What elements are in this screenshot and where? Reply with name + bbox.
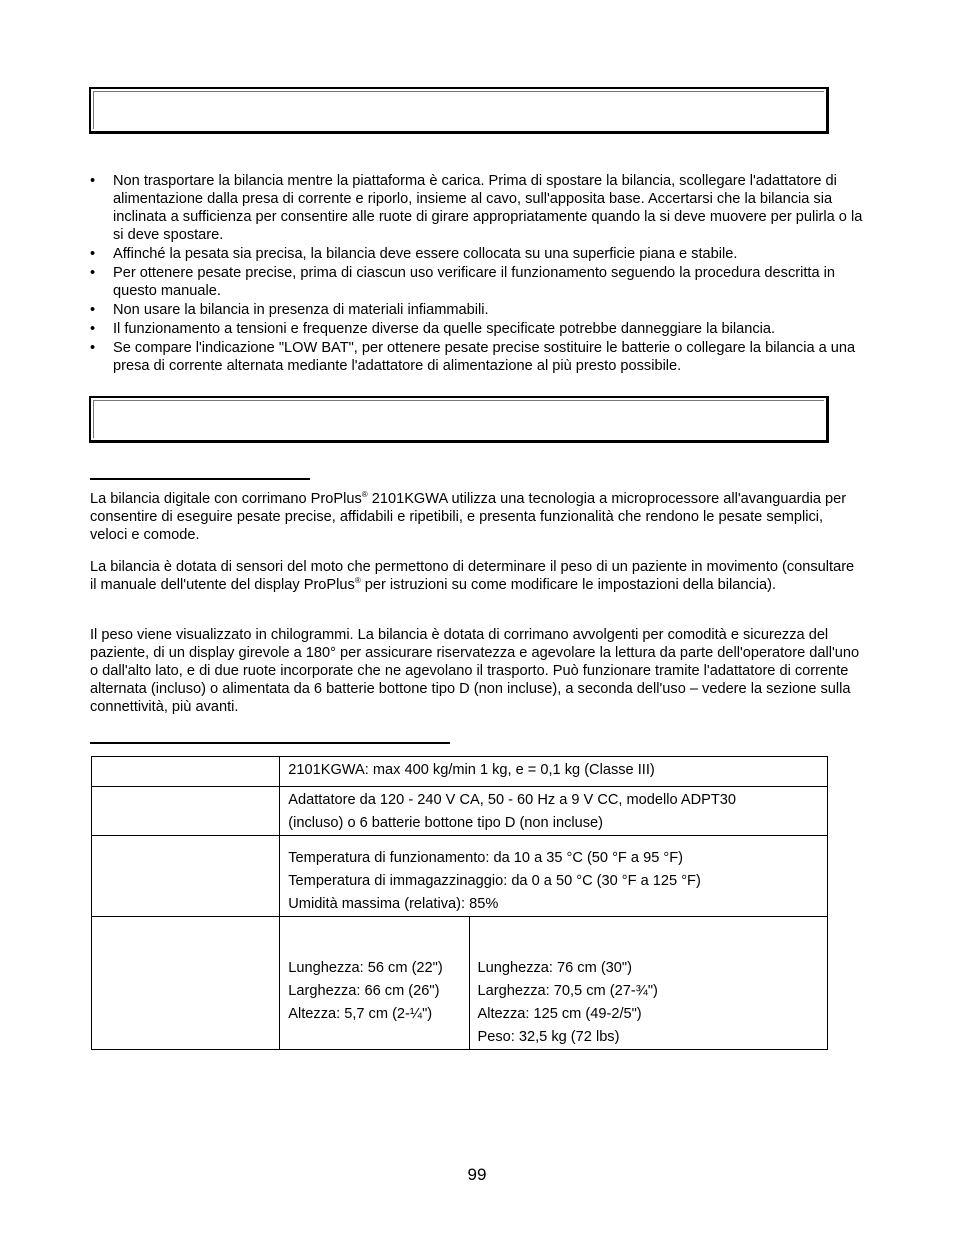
registered-mark: ®: [354, 576, 361, 586]
safety-bullet-list: [90, 172, 865, 376]
spec-line: Temperatura di funzionamento: da 10 a 35 °C (50 °F a 95 °F): [288, 850, 683, 866]
spec-line: Temperatura di immagazzinaggio: da 0 a 50 °C (30 °F a 125 °F): [288, 873, 701, 889]
list-item: • Per ottenere pesate precise, prima di ciascun uso verificare il funzionamento seguendo la procedura descritta in questo manuale.: [90, 264, 865, 300]
table-row: [92, 917, 828, 1050]
spec-line: Altezza: 125 cm (49-2/5"): [477, 1006, 642, 1022]
table-row: [92, 757, 828, 787]
intro-paragraph-3: Il peso viene visualizzato in chilogrammi. La bilancia è dotata di corrimano avvolgenti per comodità e sicurezza del paziente, di un display girevole a 180° per assicurare riservatezza e agevolare la lettura da parte dell'operatore dall'uno o dall'alto lato, e di due ruote incorporate che ne agevolano il trasporto. Può funzionare tramite l'adattatore di corrente alternata (incluso) o alimentata da 6 batterie bottone tipo D (non incluse), a seconda dell'uso – vedere la sezione sulla connettività, più avanti.: [90, 627, 860, 715]
spec-label-cell: [92, 836, 280, 917]
list-item: • Se compare l'indicazione "LOW BAT", per ottenere pesate precise sostituire le batterie o collegare la bilancia a una presa di corrente alternata mediante l'adattatore di alimentazione al più presto possibile.: [90, 339, 865, 375]
spec-line: Altezza: 5,7 cm (2-¼"): [288, 1006, 433, 1022]
spec-line: Umidità massima (relativa): 85%: [288, 896, 499, 912]
spec-line: Larghezza: 66 cm (26"): [288, 983, 440, 999]
text-run: La bilancia è dotata di sensori del moto che permettono di determinare il peso di un paziente in movimento (consultare il manuale dell'utente del display ProPlus: [90, 559, 855, 593]
list-item: • Non usare la bilancia in presenza di materiali infiammabili.: [90, 301, 865, 319]
list-item: • Affinché la pesata sia precisa, la bilancia deve essere collocata su una superficie piana e stabile.: [90, 245, 865, 263]
spec-label-cell: [92, 787, 280, 836]
list-item: • Non trasportare la bilancia mentre la piattaforma è carica. Prima di spostare la bilancia, scollegare l'adattatore di alimentazione dalla presa di corrente e riporlo, insieme al cavo, sull'apposita base. Accertarsi che la bilancia sia inclinata a sufficienza per consentire alle ruote di girare appropriatamente quando la si deve muovere per pulirla o la si deve spostare.: [90, 172, 865, 244]
intro-paragraph-1: [90, 490, 860, 544]
spec-line: Larghezza: 70,5 cm (27-¾"): [477, 983, 658, 999]
spec-label-cell: [92, 757, 280, 787]
spec-line: (incluso) o 6 batterie bottone tipo D (non incluse): [288, 815, 603, 831]
text-run: La bilancia digitale con corrimano ProPlus: [90, 491, 362, 507]
spec-value-overall-dimensions: [469, 917, 828, 1050]
table-row: [92, 787, 828, 836]
section-header-box-safety: [89, 87, 829, 134]
spec-line: Lunghezza: 56 cm (22"): [288, 960, 443, 976]
table-row: [92, 836, 828, 917]
spec-line: Lunghezza: 76 cm (30"): [477, 960, 632, 976]
page-number: 99: [467, 1165, 487, 1184]
spec-line: Peso: 32,5 kg (72 lbs): [477, 1029, 620, 1045]
list-item: • Il funzionamento a tensioni e frequenze diverse da quelle specificate potrebbe danneggiare la bilancia.: [90, 320, 865, 338]
subheading-underline: [90, 478, 310, 480]
intro-paragraph-2: [90, 558, 860, 594]
spec-value-platform-dimensions: [280, 917, 469, 1050]
spec-value-capacity: 2101KGWA: max 400 kg/min 1 kg, e = 0,1 kg (Classe III): [280, 757, 828, 787]
spec-line: Adattatore da 120 - 240 V CA, 50 - 60 Hz a 9 V CC, modello ADPT30: [288, 792, 737, 808]
spec-label-cell: [92, 917, 280, 1050]
text-run: per istruzioni su come modificare le impostazioni della bilancia).: [360, 577, 777, 593]
spec-value-environment: [280, 836, 828, 917]
registered-mark: ®: [361, 490, 368, 500]
text-run: 2101KGWA utilizza una tecnologia a microprocessore all'avanguardia per consentire di eseguire pesate precise, affidabili e ripetibili, e presenta funzionalità che rendono le pesate semplici, veloci e comode.: [90, 491, 847, 543]
specs-heading-underline: [90, 742, 450, 744]
section-header-box-description: [89, 396, 829, 443]
specifications-table: [91, 756, 828, 1050]
spec-value-power: [280, 787, 828, 836]
